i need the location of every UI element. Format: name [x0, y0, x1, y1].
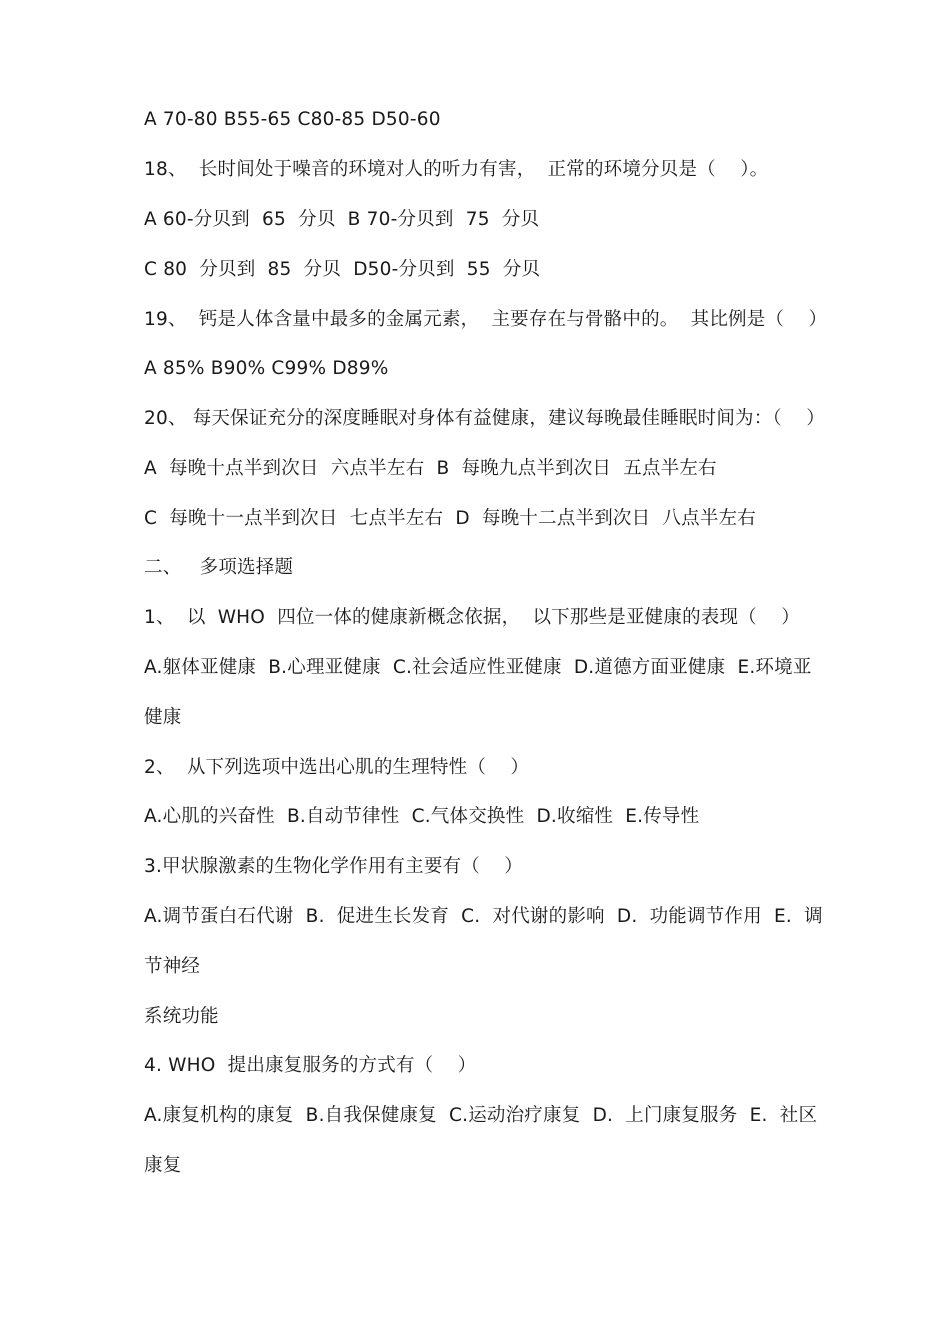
section-heading: 二、 多项选择题	[144, 557, 294, 578]
options-q19: A 85% B90% C99% D89%	[144, 358, 389, 379]
options-q20-cd: C 每晚十一点半到次日 七点半左右 D 每晚十二点半到次日 八点半左右	[144, 508, 756, 529]
options-m3: A.调节蛋白石代谢 B. 促进生长发育 C. 对代谢的影响 D. 功能调节作用 E. 调	[144, 906, 823, 927]
options-m4: A.康复机构的康复 B.自我保健康复 C.运动治疗康复 D. 上门康复服务 E. 社区	[144, 1105, 818, 1126]
options-m1: A.躯体亚健康 B.心理亚健康 C.社会适应性亚健康 D.道德方面亚健康 E.环境亚	[144, 657, 812, 678]
options-q17: A 70-80 B55-65 C80-85 D50-60	[144, 109, 441, 130]
options-m4-cont: 康复	[144, 1155, 182, 1176]
options-m2: A.心肌的兴奋性 B.自动节律性 C.气体交换性 D.收缩性 E.传导性	[144, 806, 700, 827]
options-q20-ab: A 每晚十点半到次日 六点半左右 B 每晚九点半到次日 五点半左右	[144, 458, 717, 479]
options-m3-cont2: 系统功能	[144, 1006, 219, 1027]
options-m3-cont: 节神经	[144, 956, 201, 977]
question-20: 20、 每天保证充分的深度睡眠对身体有益健康，建议每晚最佳睡眠时间为：（ ）	[144, 408, 825, 429]
question-m2: 2、 从下列选项中选出心肌的生理特性（ ）	[144, 757, 530, 778]
question-19: 19、 钙是人体含量中最多的金属元素， 主要存在与骨骼中的。 其比例是（ ）	[144, 309, 828, 330]
question-m1: 1、 以 WHO 四位一体的健康新概念依据， 以下那些是亚健康的表现（ ）	[144, 607, 800, 628]
options-q18-ab: A 60-分贝到 65 分贝 B 70-分贝到 75 分贝	[144, 209, 540, 230]
question-18: 18、 长时间处于噪音的环境对人的听力有害， 正常的环境分贝是（ ）。	[144, 159, 769, 180]
question-m4: 4. WHO 提出康复服务的方式有（ ）	[144, 1055, 477, 1076]
options-m1-cont: 健康	[144, 707, 182, 728]
options-q18-cd: C 80 分贝到 85 分贝 D50-分贝到 55 分贝	[144, 259, 541, 280]
question-m3: 3.甲状腺激素的生物化学作用有主要有（ ）	[144, 856, 523, 877]
